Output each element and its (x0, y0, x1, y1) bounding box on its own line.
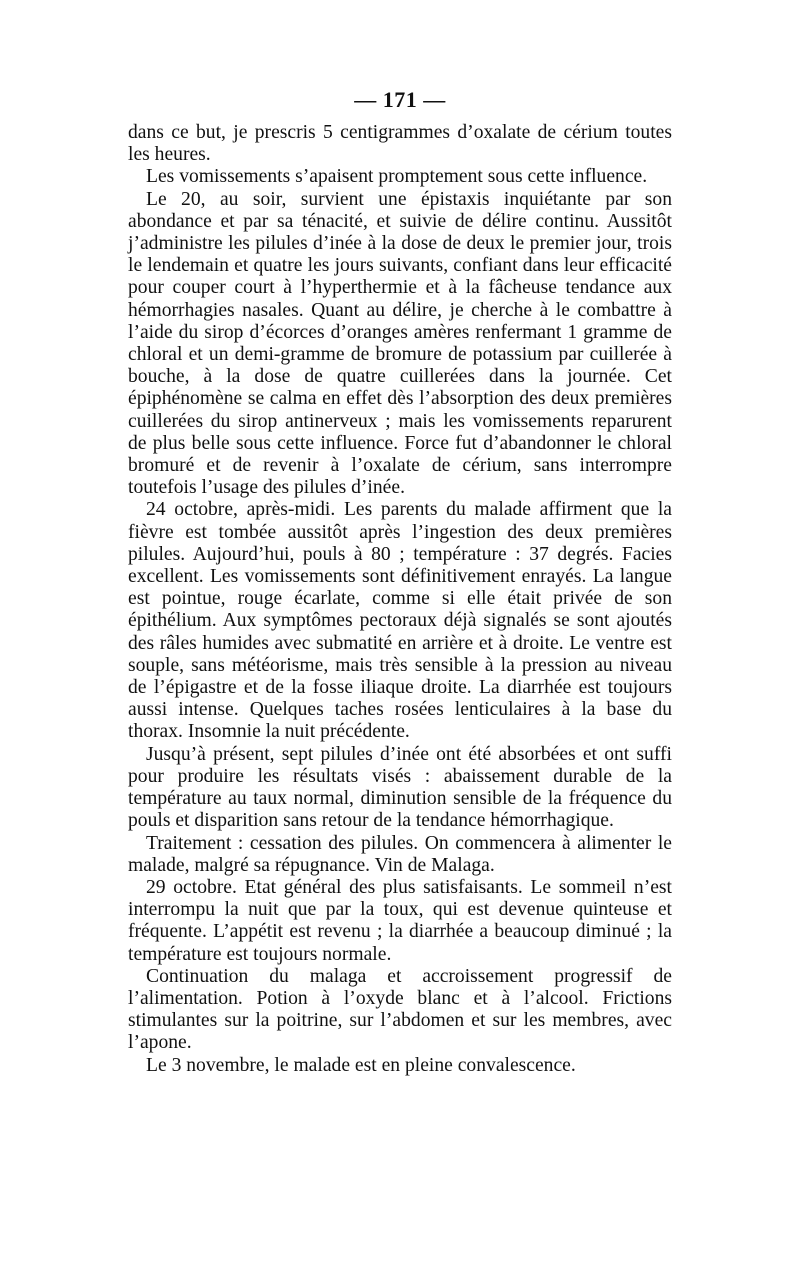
paragraph-vomissements: Les vomissements s’apaisent promptement sous cette influence. (146, 166, 648, 188)
paragraph-jusqua-present: Jusqu’à présent, sept pilules d’inée ont été absorbées et ont suffi pour produire les résultats visés : abaissement durable de la température au taux normal, diminution sensible de la fréquence du pouls et disparition sans retour de la tendance hémorrhagique. (128, 743, 672, 832)
paragraph-traitement: Traitement : cessation des pilules. On commencera à alimenter le malade, malgré sa répugnance. Vin de Malaga. (128, 832, 672, 876)
paragraph-continuation: dans ce but, je prescris 5 centigrammes d’oxalate de cérium toutes les heures. (128, 122, 672, 166)
book-page (128, 86, 672, 1077)
paragraph-le-20: Le 20, au soir, survient une épistaxis inquiétante par son abondance et par sa ténacité, et suivie de délire continu. Aussitôt j’administre les pilules d’inée à la dose de deux le premier jour, trois le lendemain et quatre les jours suivants, confiant dans leur efficacité pour couper court à l’hyperthermie et à la fâcheuse tendance aux hémorrhagies nasales. Quant au délire, je cherche à le combattre à l’aide du sirop d’écorces d’oranges amères renfermant 1 gramme de chloral et un demi-gramme de bromure de potassium par cuillerée à bouche, à la dose de quatre cuillerées dans la journée. Cet épiphénomène se calma en effet dès l’absorption des deux premières cuillerées du sirop antinerveux ; mais les vomissements reparurent de plus belle sous cette influence. Force fut d’abandonner le chloral bromuré et de revenir à l’oxalate de cérium, sans interrompre toutefois l’usage des pilules d’inée. (128, 188, 672, 499)
page-body-text (128, 122, 672, 1077)
page-number-header: — 171 — (354, 87, 446, 112)
paragraph-29-octobre: 29 octobre. Etat général des plus satisfaisants. Le sommeil n’est interrompu la nuit que par la toux, qui est devenue quinteuse et fréquente. L’appétit est revenu ; la diarrhée a beaucoup diminué ; la température est toujours normale. (128, 876, 672, 965)
paragraph-3-novembre: Le 3 novembre, le malade est en pleine convalescence. (146, 1054, 576, 1076)
paragraph-continuation-malaga: Continuation du malaga et accroissement progressif de l’alimentation. Potion à l’oxyde blanc et à l’alcool. Frictions stimulantes sur la poitrine, sur l’abdomen et sur les membres, avec l’apone. (128, 965, 672, 1054)
paragraph-24-octobre: 24 octobre, après-midi. Les parents du malade affirment que la fièvre est tombée aussitôt après l’ingestion des deux premières pilules. Aujourd’hui, pouls à 80 ; température : 37 degrés. Facies excellent. Les vomissements sont définitivement enrayés. La langue est pointue, rouge écarlate, comme si elle était privée de son épithélium. Aux symptômes pectoraux déjà signalés se sont ajoutés des râles humides avec submatité en arrière et à droite. Le ventre est souple, sans météorisme, mais très sensible à la pression au niveau de l’épigastre et de la fosse iliaque droite. La diarrhée est toujours aussi intense. Quelques taches rosées lenticulaires à la base du thorax. Insomnie la nuit précédente. (128, 499, 672, 743)
